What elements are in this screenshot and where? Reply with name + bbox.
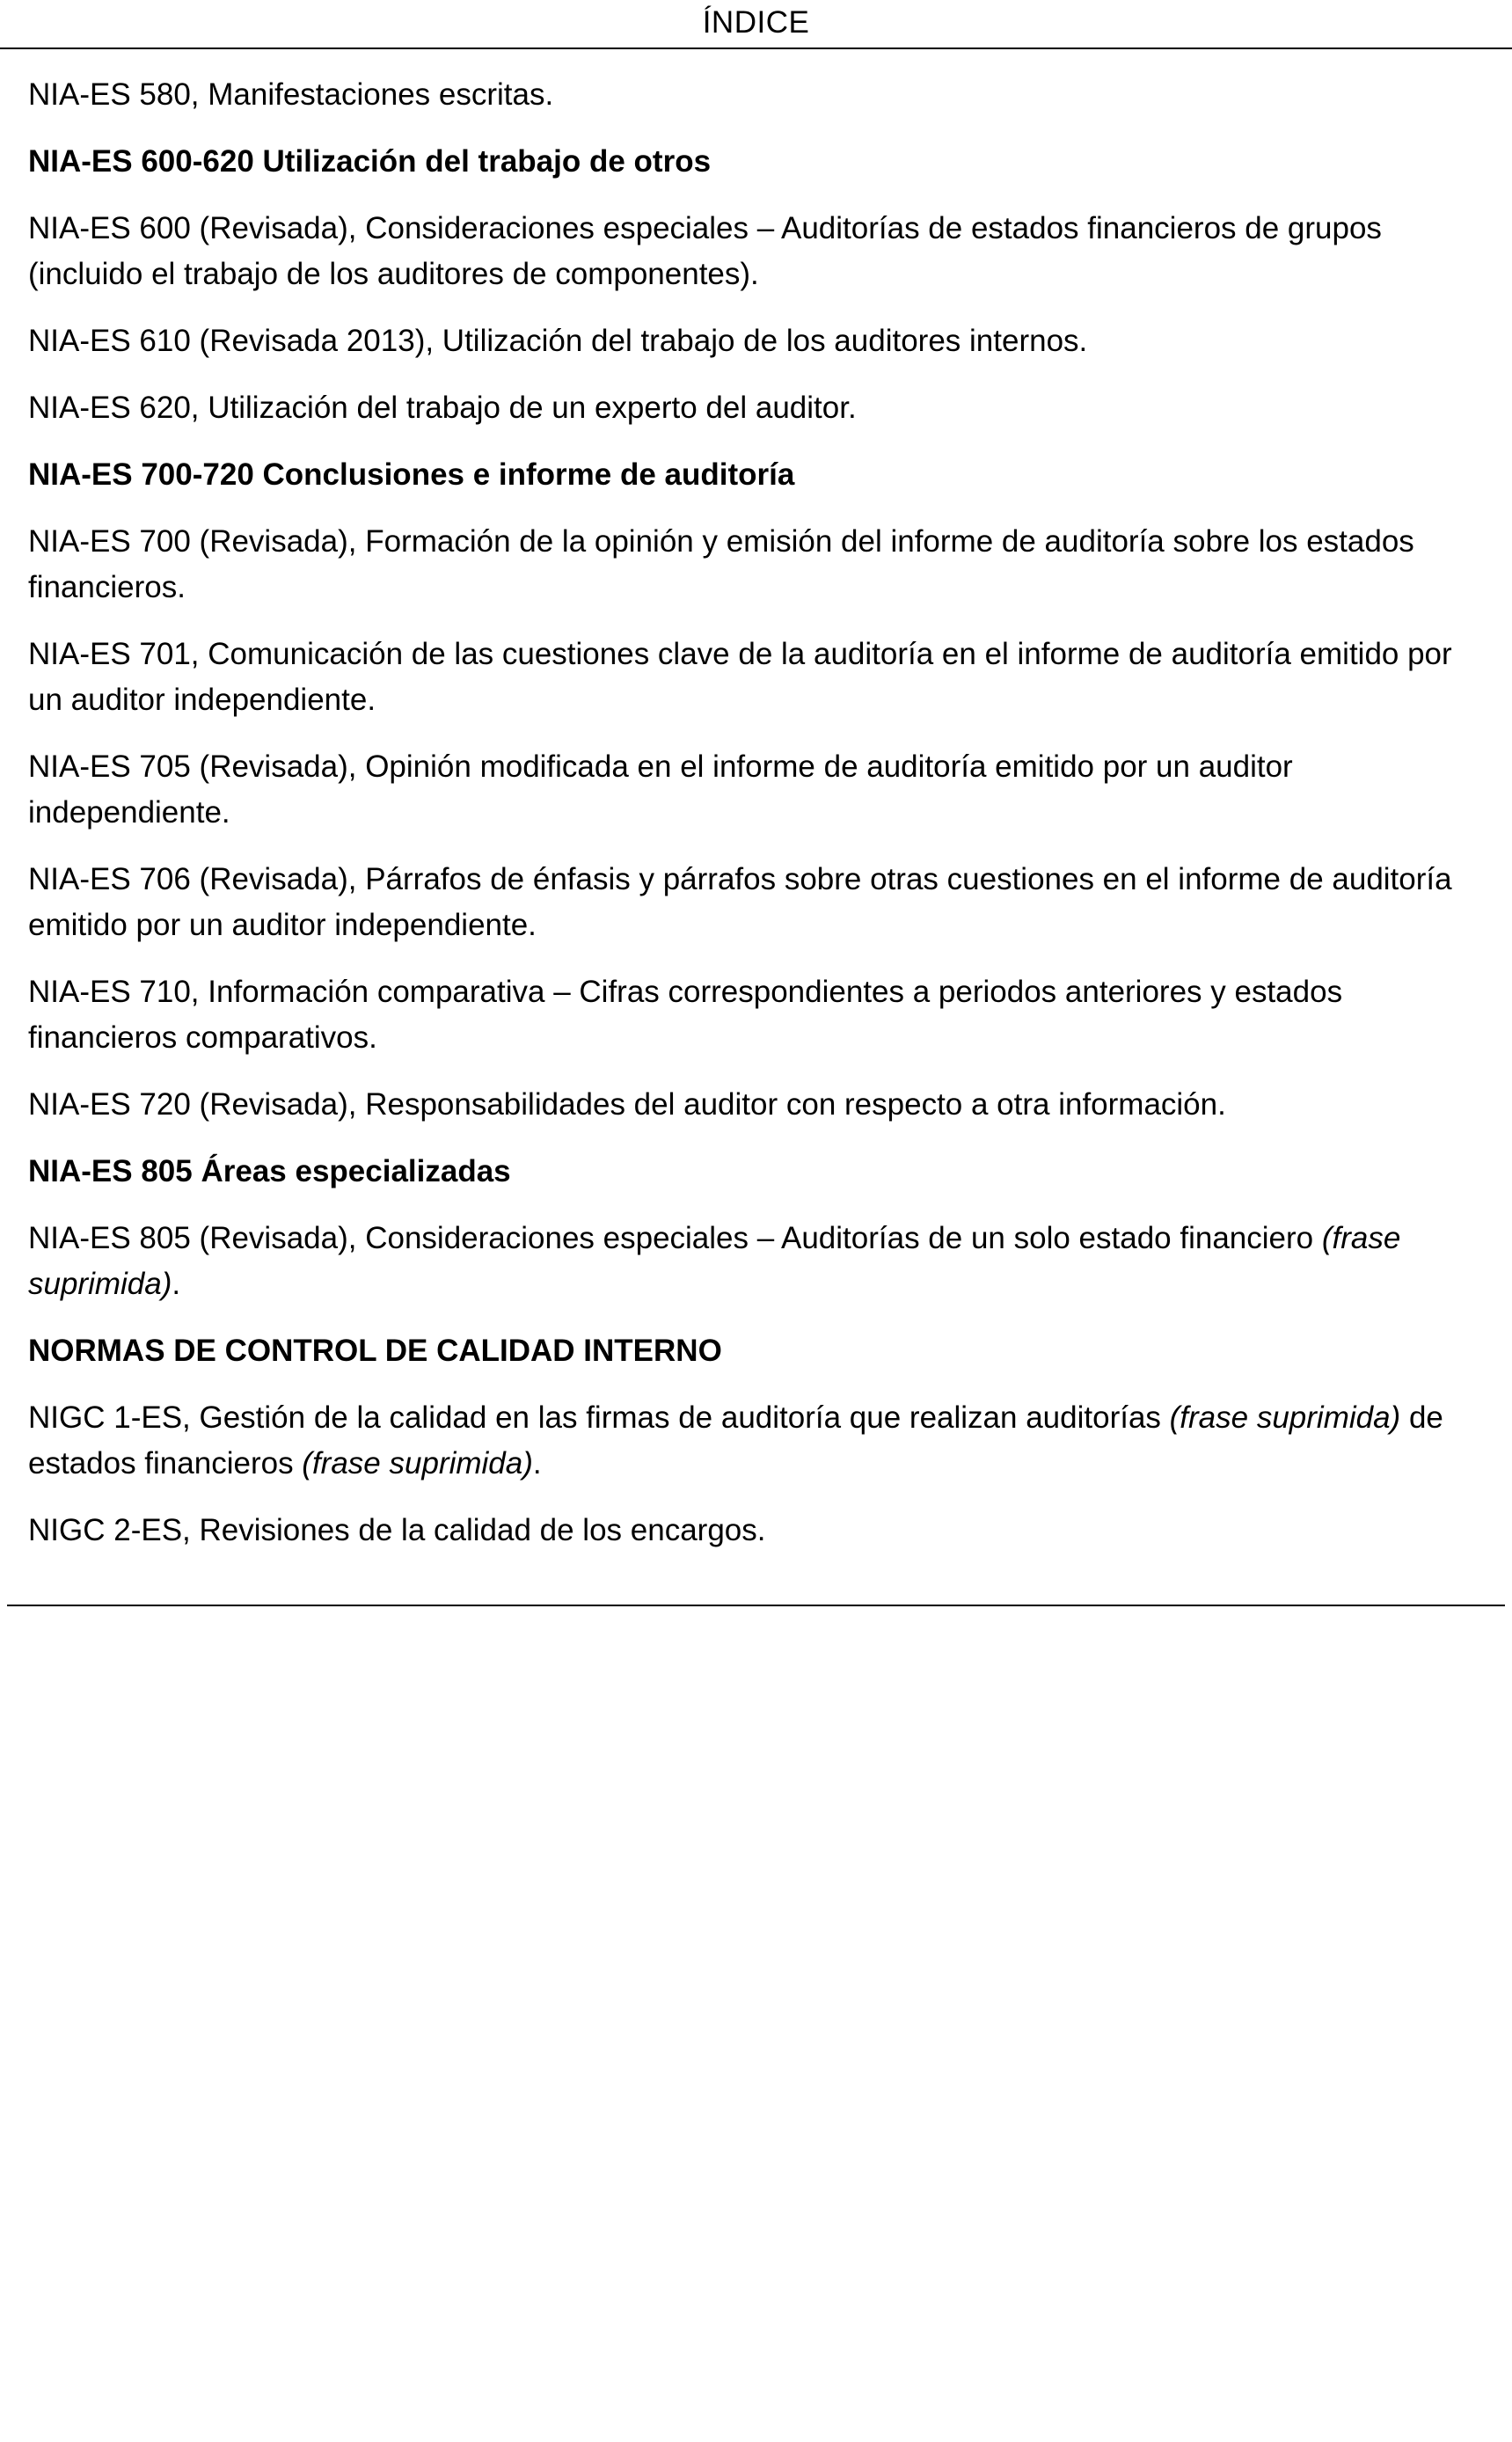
entry-text-2: de estados financieros	[28, 1400, 1443, 1481]
page-header	[0, 0, 1512, 49]
index-entry-nia-701: NIA-ES 701, Comunicación de las cuestiones clave de la auditoría en el informe de auditoría emitido por un auditor independiente.	[28, 637, 1452, 717]
entry-text: NIA-ES 805 (Revisada), Consideraciones especiales – Auditorías de un solo estado financiero	[28, 1221, 1322, 1255]
header-divider	[0, 48, 1512, 49]
entry-italic-note: (frase suprimida)	[28, 1221, 1401, 1301]
section-heading-600-620: NIA-ES 600-620 Utilización del trabajo de otros	[28, 144, 712, 179]
index-entry-nia-805	[28, 1216, 1488, 1307]
entry-italic-note-2: (frase suprimida)	[302, 1446, 533, 1481]
section-heading-700-720: NIA-ES 700-720 Conclusiones e informe de auditoría	[28, 457, 795, 492]
entry-tail: .	[172, 1267, 181, 1301]
index-entry-nigc-2: NIGC 2-ES, Revisiones de la calidad de los encargos.	[28, 1513, 766, 1547]
index-entry-nia-705: NIA-ES 705 (Revisada), Opinión modificada en el informe de auditoría emitido por un auditor independiente.	[28, 749, 1293, 830]
footer-divider	[7, 1605, 1505, 1606]
section-heading-quality-control: NORMAS DE CONTROL DE CALIDAD INTERNO	[28, 1334, 722, 1368]
index-entry-nia-706: NIA-ES 706 (Revisada), Párrafos de énfasis y párrafos sobre otras cuestiones en el informe de auditoría emitido por un auditor independiente.	[28, 862, 1452, 942]
page-title: ÍNDICE	[702, 5, 810, 40]
entry-italic-note: (frase suprimida)	[1169, 1400, 1401, 1435]
index-entry-nia-580: NIA-ES 580, Manifestaciones escritas.	[28, 77, 554, 112]
index-entry-nia-720: NIA-ES 720 (Revisada), Responsabilidades del auditor con respecto a otra información.	[28, 1087, 1226, 1122]
entry-text: NIGC 1-ES, Gestión de la calidad en las firmas de auditoría que realizan auditorías	[28, 1400, 1170, 1435]
section-heading-805: NIA-ES 805 Áreas especializadas	[28, 1154, 511, 1188]
entry-tail: .	[532, 1446, 542, 1481]
index-entry-nia-620: NIA-ES 620, Utilización del trabajo de un experto del auditor.	[28, 391, 857, 425]
index-entry-nia-710: NIA-ES 710, Información comparativa – Cifras correspondientes a periodos anteriores y estados financieros comparativos.	[28, 975, 1343, 1055]
index-list	[28, 72, 1488, 1575]
index-entry-nia-610: NIA-ES 610 (Revisada 2013), Utilización del trabajo de los auditores internos.	[28, 324, 1088, 358]
index-entry-nigc-1	[28, 1395, 1488, 1487]
index-entry-nia-600: NIA-ES 600 (Revisada), Consideraciones especiales – Auditorías de estados financieros de grupos (incluido el trabajo de los auditores de componentes).	[28, 211, 1382, 291]
index-entry-nia-700: NIA-ES 700 (Revisada), Formación de la opinión y emisión del informe de auditoría sobre los estados financieros.	[28, 524, 1414, 604]
